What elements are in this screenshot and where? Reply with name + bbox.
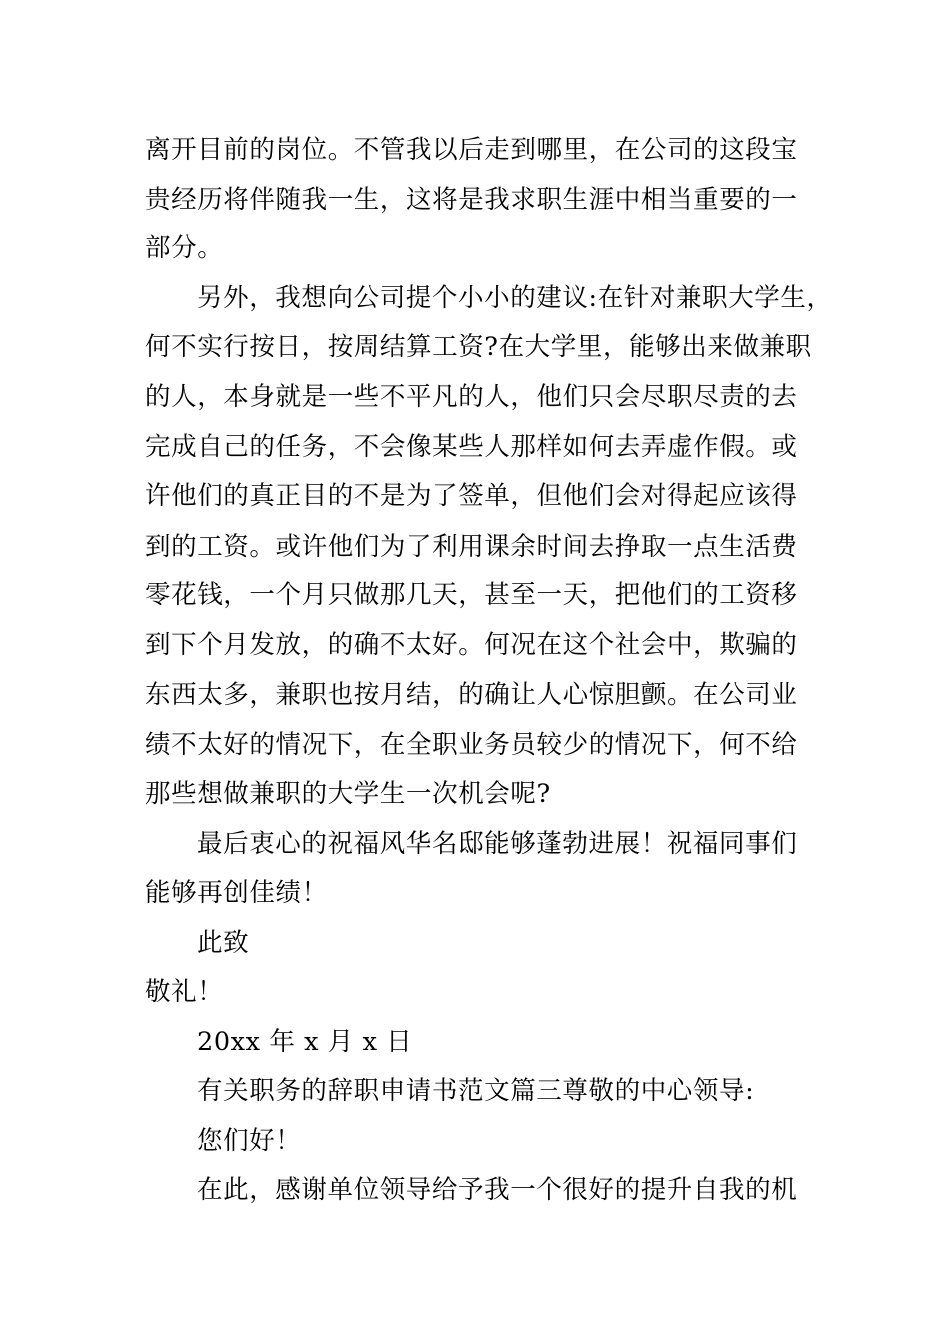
text-line: 零花钱，一个月只做那几天，甚至一天，把他们的工资移 bbox=[145, 580, 798, 610]
salutation-line: 此致 bbox=[197, 928, 250, 958]
text-line: 那些想做兼职的大学生一次机会呢? bbox=[145, 779, 551, 809]
text-line: 到的工资。或许他们为了利用课余时间去挣取一点生活费 bbox=[145, 532, 798, 562]
text-line: 何不实行按日，按周结算工资?在大学里，能够出来做兼职 bbox=[145, 332, 812, 362]
salutation-line: 敬礼！ bbox=[145, 977, 224, 1007]
text-line: 部分。 bbox=[145, 233, 224, 263]
text-line: 在此，感谢单位领导给予我一个很好的提升自我的机 bbox=[197, 1175, 798, 1205]
text-line: 能够再创佳绩！ bbox=[145, 878, 328, 908]
text-line: 离开目前的岗位。不管我以后走到哪里，在公司的这段宝 bbox=[145, 135, 798, 165]
text-line: 绩不太好的情况下，在全职业务员较少的情况下，何不给 bbox=[145, 730, 798, 760]
text-line: 最后衷心的祝福风华名邸能够蓬勃进展！祝福同事们 bbox=[197, 829, 798, 859]
text-line: 东西太多，兼职也按月结，的确让人心惊胆颤。在公司业 bbox=[145, 680, 798, 710]
text-line: 到下个月发放，的确不太好。何况在这个社会中，欺骗的 bbox=[145, 630, 798, 660]
text-line: 完成自己的任务，不会像某些人那样如何去弄虚作假。或 bbox=[145, 432, 798, 462]
section-heading: 有关职务的辞职申请书范文篇三尊敬的中心领导: bbox=[197, 1076, 755, 1106]
date-line: 20xx 年 x 月 x 日 bbox=[197, 1027, 413, 1057]
text-line: 贵经历将伴随我一生，这将是我求职生涯中相当重要的一 bbox=[145, 185, 798, 215]
text-line: 另外，我想向公司提个小小的建议:在针对兼职大学生， bbox=[197, 283, 833, 313]
text-line: 许他们的真正目的不是为了签单，但他们会对得起应该得 bbox=[145, 481, 798, 511]
greeting-line: 您们好！ bbox=[197, 1126, 302, 1156]
text-line: 的人，本身就是一些不平凡的人，他们只会尽职尽责的去 bbox=[145, 382, 798, 412]
